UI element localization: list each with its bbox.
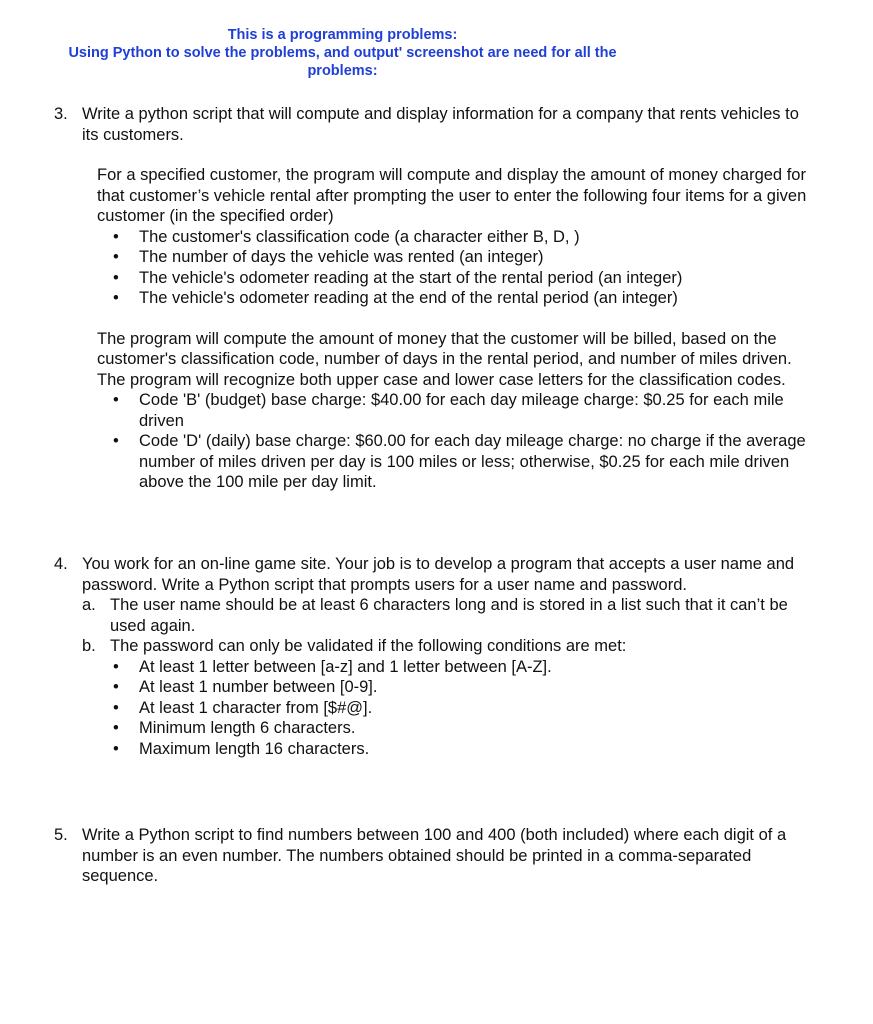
list-item: • The vehicle's odometer reading at the end of the rental period (an integer): [113, 289, 678, 307]
problem-4-number: 4.: [54, 555, 68, 573]
part-a-text: The user name should be at least 6 characters long and is stored in a list such that it can’t be used again.: [110, 596, 788, 635]
bullet-icon: •: [113, 432, 119, 450]
problem-5: [54, 825, 814, 887]
problem-3-paragraph-2: The program will compute the amount of money that the customer will be billed, based on the customer's classification code, number of days in the rental period, and number of miles driven. The program will recognize both upper case and lower case letters for the classification codes.: [97, 329, 792, 389]
list-item: • At least 1 character from [$#@].: [113, 698, 373, 717]
problem-3-number: 3.: [54, 105, 68, 123]
problem-4-part-a: [82, 595, 814, 636]
bullet-icon: •: [113, 678, 119, 696]
bullet-icon: •: [113, 248, 119, 266]
bullet-icon: •: [113, 657, 119, 676]
part-b-text: The password can only be validated if the following conditions are met:: [110, 637, 627, 655]
input-items-list: [113, 227, 814, 309]
problem-5-text: Write a Python script to find numbers between 100 and 400 (both included) where each digit of a number is an even number. The numbers obtained should be printed in a comma-separated sequence.: [82, 826, 787, 885]
part-a-letter: a.: [82, 596, 96, 614]
header-line-3: problems:: [307, 63, 378, 79]
list-item: • The number of days the vehicle was rented (an integer): [113, 248, 544, 266]
header-line-2: Using Python to solve the problems, and output' screenshot are need for all the: [68, 45, 617, 61]
bullet-icon: •: [113, 391, 119, 409]
problem-3: [54, 104, 814, 493]
list-item: • At least 1 letter between [a-z] and 1 letter between [A-Z].: [113, 657, 552, 676]
problem-3-paragraph-1: For a specified customer, the program will compute and display the amount of money charged for that customer’s vehicle rental after prompting the user to enter the following four items for a given customer (in the specified order): [97, 166, 807, 225]
problem-3-intro: Write a python script that will compute and display information for a company that rents vehicles to its customers.: [82, 105, 799, 144]
list-item: • Maximum length 16 characters.: [113, 739, 370, 758]
list-item: • Code 'B' (budget) base charge: $40.00 for each day mileage charge: $0.25 for each mile driven: [113, 391, 784, 430]
password-conditions-list: [113, 657, 814, 760]
bullet-icon: •: [113, 698, 119, 717]
problem-4-part-b: [82, 636, 814, 657]
list-item: • At least 1 number between [0-9].: [113, 678, 378, 696]
bullet-icon: •: [113, 289, 119, 307]
bullet-icon: •: [113, 227, 119, 246]
list-item: • The customer's classification code (a character either B, D, ): [113, 227, 580, 246]
bullet-icon: •: [113, 719, 119, 737]
list-item: • Minimum length 6 characters.: [113, 719, 356, 737]
header-line-1: This is a programming problems:: [227, 27, 458, 43]
list-item: • The vehicle's odometer reading at the start of the rental period (an integer): [113, 268, 683, 287]
classification-codes-list: [113, 390, 814, 493]
assignment-header: [0, 26, 685, 80]
bullet-icon: •: [113, 268, 119, 287]
part-b-letter: b.: [82, 637, 96, 655]
problem-4-intro: You work for an on-line game site. Your job is to develop a program that accepts a user name and password. Write a Python script that prompts users for a user name and password.: [82, 555, 795, 594]
bullet-icon: •: [113, 739, 119, 758]
problem-5-number: 5.: [54, 826, 68, 844]
problem-4: [54, 554, 814, 759]
list-item: • Code 'D' (daily) base charge: $60.00 for each day mileage charge: no charge if the average number of miles driven per day is 100 miles or less; otherwise, $0.25 for each mile driven above the 100 mile per day limit.: [113, 432, 806, 491]
